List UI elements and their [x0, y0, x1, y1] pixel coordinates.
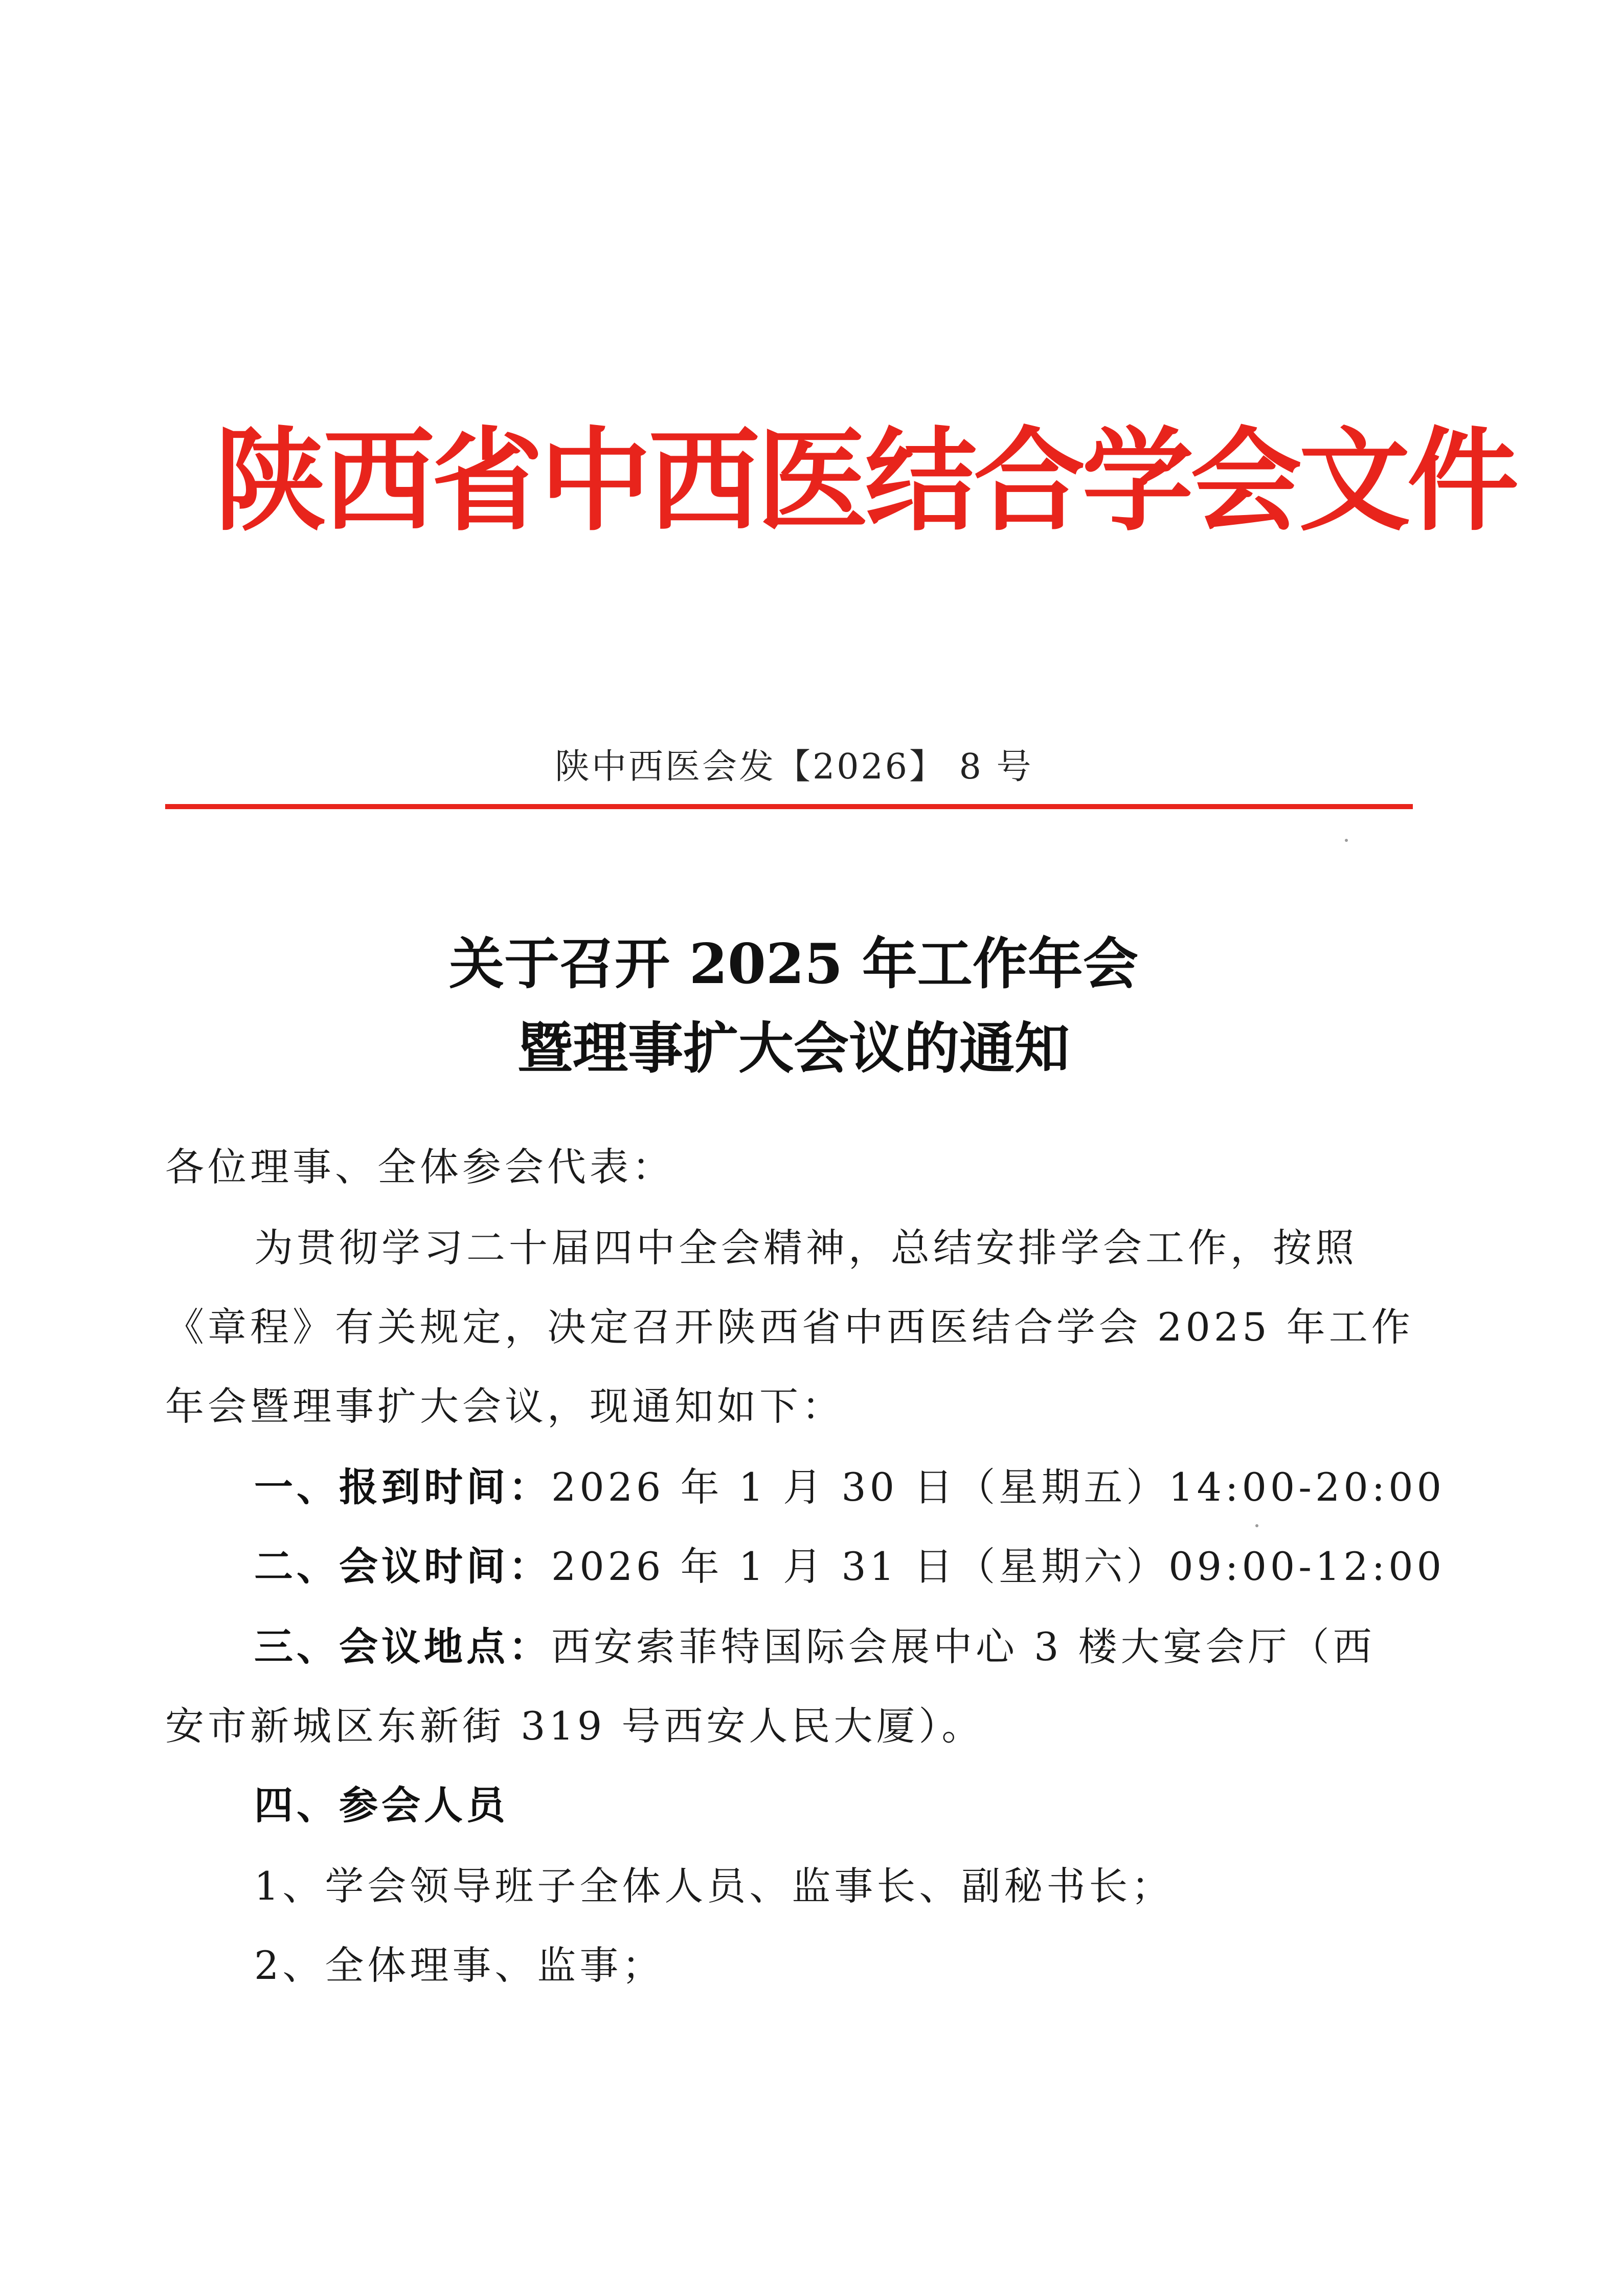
masthead-title: 陕西省中西医结合学会文件: [215, 415, 1516, 546]
red-separator-rule: [165, 804, 1413, 809]
item-registration-time: [254, 1457, 1445, 1518]
intro-line-1: 为贯彻学习二十届四中全会精神，总结安排学会工作，按照: [254, 1225, 1358, 1270]
attendee-item-1: 1、学会领导班子全体人员、监事长、副秘书长；: [254, 1863, 1174, 1909]
notice-title-line-2: 暨理事扩大会议的通知: [517, 1016, 1070, 1081]
document-number: 陕中西医会发【2026】 8 号: [555, 747, 1033, 787]
item-registration-label: 一、报到时间：: [254, 1464, 551, 1510]
intro-line-2: 《章程》有关规定，决定召开陕西省中西医结合学会 2025 年工作: [165, 1304, 1414, 1350]
item-meeting-time: [254, 1536, 1445, 1597]
item-meeting-venue-value: 西安索菲特国际会展中心 3 楼大宴会厅（西: [551, 1624, 1376, 1669]
scan-speck: [1255, 1524, 1258, 1527]
item-meeting-venue-continued: 安市新城区东新街 319 号西安人民大厦）。: [165, 1703, 984, 1749]
notice-title-line-1: 关于召开 2025 年工作年会: [449, 932, 1138, 996]
intro-line-3: 年会暨理事扩大会议，现通知如下：: [165, 1384, 844, 1429]
item-meeting-time-value: 2026 年 1 月 31 日（星期六）09:00-12:00: [551, 1544, 1445, 1589]
item-attendees-heading: 四、参会人员: [254, 1782, 509, 1828]
salutation: 各位理事、全体参会代表：: [165, 1144, 674, 1190]
item-meeting-venue-label: 三、会议地点：: [254, 1624, 551, 1669]
item-meeting-venue: [254, 1616, 1376, 1678]
item-registration-value: 2026 年 1 月 30 日（星期五）14:00-20:00: [551, 1464, 1445, 1510]
scan-speck: [1345, 839, 1348, 842]
item-meeting-time-label: 二、会议时间：: [254, 1544, 551, 1589]
attendee-item-2: 2、全体理事、监事；: [254, 1943, 665, 1988]
